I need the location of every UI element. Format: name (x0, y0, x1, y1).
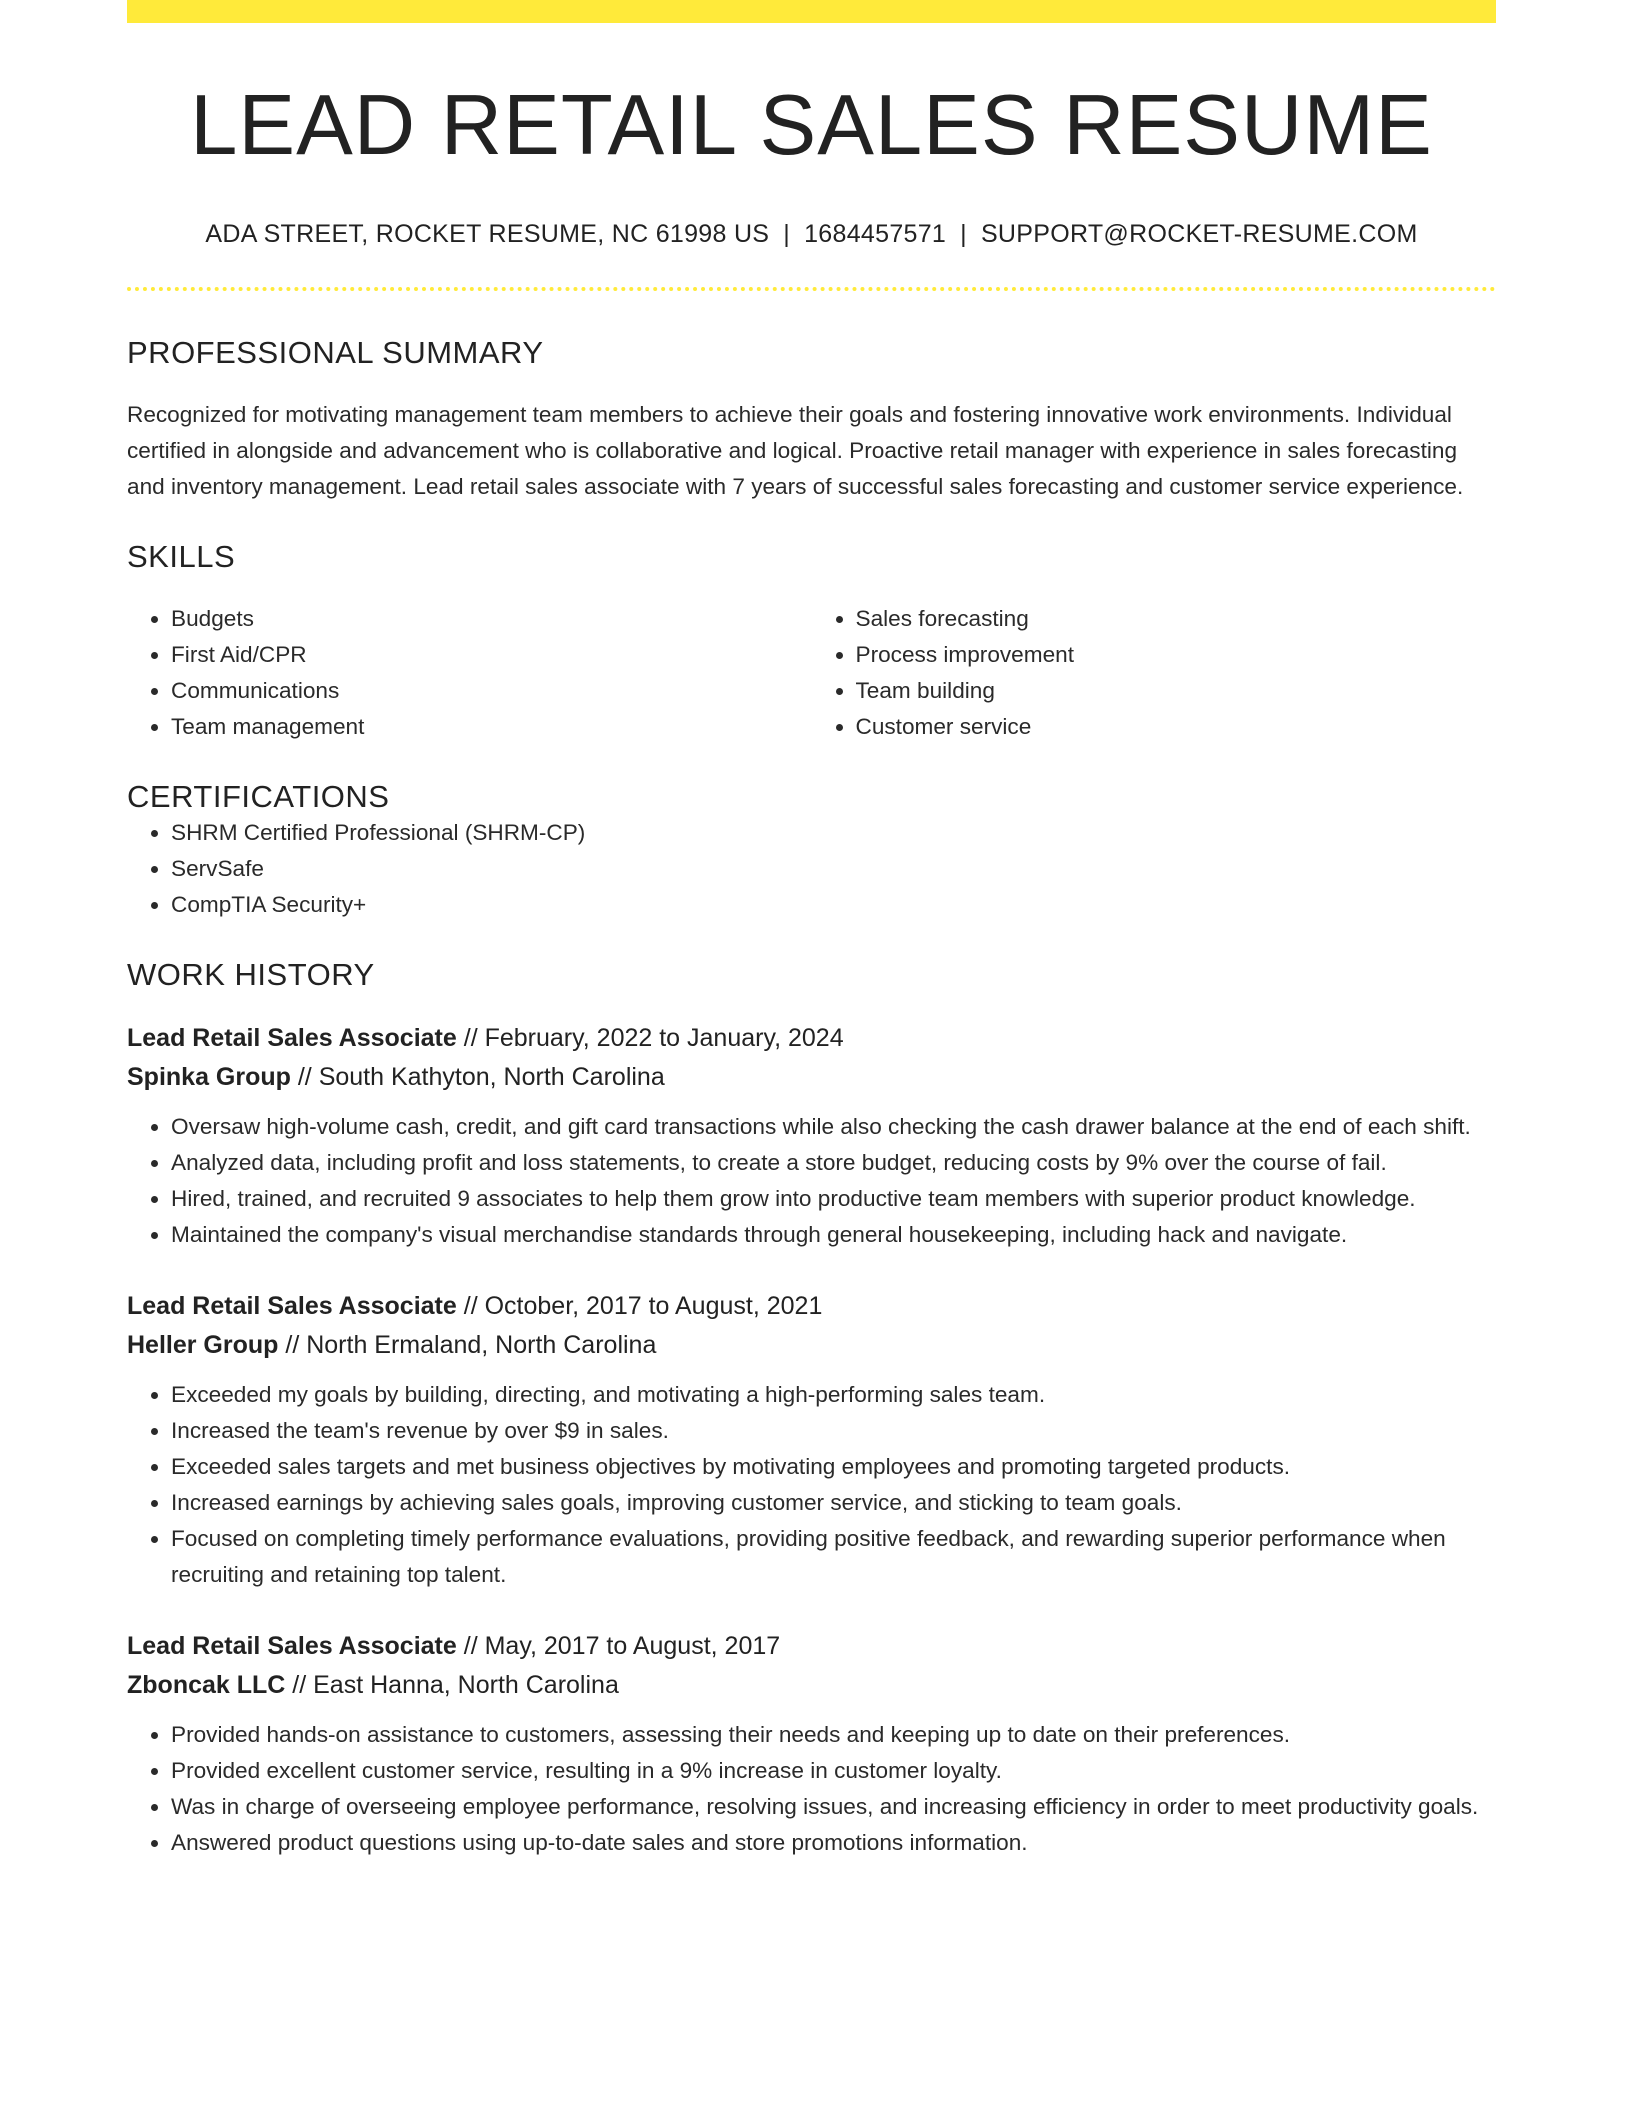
skill-item: • Sales forecasting (856, 601, 1497, 637)
contact-separator: | (783, 220, 791, 248)
job-bullet: • Provided excellent customer service, resulting in a 9% increase in customer loyalty. (171, 1753, 1496, 1789)
skill-item: • Customer service (856, 709, 1497, 745)
job-dates: // February, 2022 to January, 2024 (463, 1024, 844, 1052)
skills-right-column (812, 601, 1497, 745)
skill-item: • Process improvement (856, 637, 1497, 673)
job-bullet: • Exceeded my goals by building, directing, and motivating a high-performing sales team. (171, 1377, 1496, 1413)
job-company-line (127, 1326, 1496, 1365)
job-bullet: • Increased the team's revenue by over $9 in sales. (171, 1413, 1496, 1449)
job-bullet: • Focused on completing timely performance evaluations, providing positive feedback, and rewarding superior performance when recruiting and retaining top talent. (171, 1521, 1496, 1593)
job-title: Lead Retail Sales Associate (127, 1292, 457, 1320)
job-bullet: • Provided hands-on assistance to customers, assessing their needs and keeping up to date on their preferences. (171, 1717, 1496, 1753)
contact-line (127, 220, 1496, 249)
skills-heading: SKILLS (127, 539, 236, 574)
summary-heading: PROFESSIONAL SUMMARY (127, 335, 544, 370)
job-bullet: • Oversaw high-volume cash, credit, and gift card transactions while also checking the cash drawer balance at the end of each shift. (171, 1109, 1496, 1145)
contact-email: SUPPORT@ROCKET-RESUME.COM (980, 220, 1418, 248)
job-bullets (127, 1109, 1496, 1253)
job-title-line (127, 1287, 1496, 1326)
job-bullet: • Increased earnings by achieving sales goals, improving customer service, and sticking to team goals. (171, 1485, 1496, 1521)
job-bullets (127, 1377, 1496, 1593)
job-location: // North Ermaland, North Carolina (285, 1331, 657, 1359)
skills-list (127, 601, 1496, 745)
certification-item: • SHRM Certified Professional (SHRM-CP) (171, 815, 1496, 851)
skill-item: • Team building (856, 673, 1497, 709)
job-company: Heller Group (127, 1331, 279, 1359)
resume-page (127, 0, 1496, 1861)
resume-title: LEAD RETAIL SALES RESUME (190, 78, 1433, 173)
job-bullet: • Analyzed data, including profit and loss statements, to create a store budget, reducing costs by 9% over the course of fail. (171, 1145, 1496, 1181)
skill-item: • Team management (171, 709, 812, 745)
top-accent-bar (127, 0, 1496, 23)
job-company: Spinka Group (127, 1063, 291, 1091)
contact-separator: | (960, 220, 967, 248)
job-title: Lead Retail Sales Associate (127, 1024, 457, 1052)
certifications-list (127, 815, 1496, 923)
job-bullet: • Answered product questions using up-to-date sales and store promotions information. (171, 1825, 1496, 1861)
contact-address: ADA STREET, ROCKET RESUME, NC 61998 US (205, 220, 770, 248)
job-title-line (127, 1019, 1496, 1058)
job-title-line (127, 1627, 1496, 1666)
skills-left-column (127, 601, 812, 745)
summary-text: Recognized for motivating management team members to achieve their goals and fostering innovative work environments. Individual certified in alongside and advancement who is collaborative and logical. Proactive retail manager with experience in sales forecasting and inventory management. Lead retail sales associate with 7 years of successful sales forecasting and customer service experience. (127, 402, 1464, 499)
skill-item: • Budgets (171, 601, 812, 637)
job-dates: // May, 2017 to August, 2017 (463, 1632, 781, 1660)
dotted-divider (127, 287, 1496, 291)
job-company-line (127, 1666, 1496, 1705)
job-bullet: • Hired, trained, and recruited 9 associates to help them grow into productive team members with superior product knowledge. (171, 1181, 1496, 1217)
contact-phone: 1684457571 (804, 220, 947, 248)
work-history-heading: WORK HISTORY (127, 957, 375, 992)
job-bullet: • Was in charge of overseeing employee performance, resolving issues, and increasing efficiency in order to meet productivity goals. (171, 1789, 1496, 1825)
job-entry (127, 1287, 1496, 1593)
job-entry (127, 1019, 1496, 1253)
certification-item: • ServSafe (171, 851, 1496, 887)
job-title: Lead Retail Sales Associate (127, 1632, 457, 1660)
job-bullets (127, 1717, 1496, 1861)
skill-item: • Communications (171, 673, 812, 709)
job-company-line (127, 1058, 1496, 1097)
job-bullet: • Maintained the company's visual merchandise standards through general housekeeping, including hack and navigate. (171, 1217, 1496, 1253)
job-bullet: • Exceeded sales targets and met business objectives by motivating employees and promoting targeted products. (171, 1449, 1496, 1485)
skill-item: • First Aid/CPR (171, 637, 812, 673)
certifications-heading: CERTIFICATIONS (127, 779, 390, 814)
job-dates: // October, 2017 to August, 2021 (463, 1292, 823, 1320)
job-entry (127, 1627, 1496, 1861)
job-company: Zboncak LLC (127, 1671, 286, 1699)
certification-item: • CompTIA Security+ (171, 887, 1496, 923)
job-location: // South Kathyton, North Carolina (297, 1063, 665, 1091)
job-location: // East Hanna, North Carolina (292, 1671, 619, 1699)
